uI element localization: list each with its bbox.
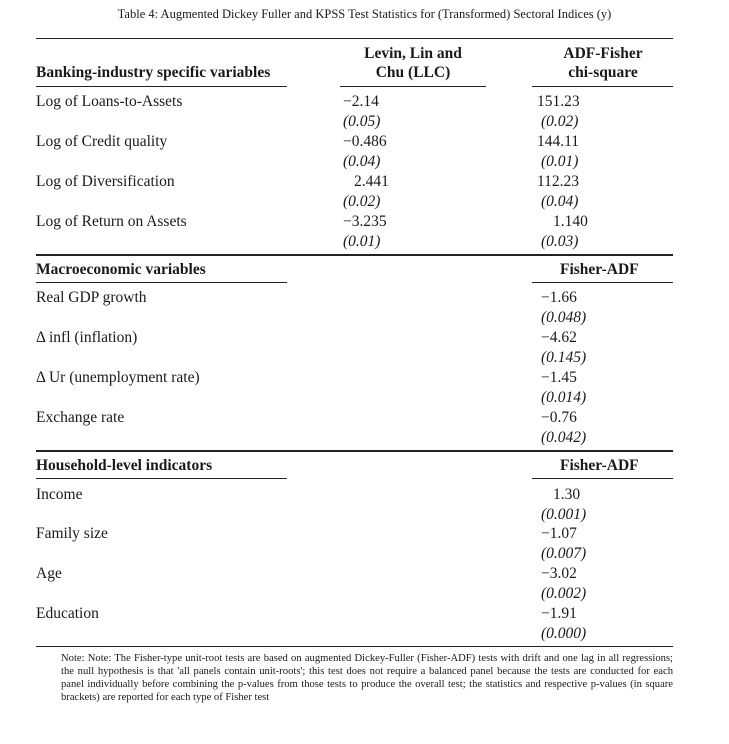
banking-row-name: Log of Return on Assets (36, 213, 187, 230)
macro-section-title: Macroeconomic variables (36, 261, 206, 278)
household-row-name: Family size (36, 525, 108, 542)
banking-row-adf-p: (0.01) (541, 153, 579, 170)
banking-row-adf-p: (0.04) (541, 193, 579, 210)
macro-row-value: −1.45 (541, 369, 577, 386)
table-note: Note: Note: The Fisher-type unit-root tests are based on augmented Dickey-Fuller (Fisher-ADF) tests with drift and one lag in all regressions; the null hypothesis is that 'all panels contain unit-roots'; this test does not require a balanced panel because the tests are conducted for each panel individually before combining the p-values from those tests to produce the overall test; the statistics and respective p-values (in square brackets) are reported for each type of Fisher test (61, 653, 673, 703)
household-row-value: −1.91 (541, 605, 577, 622)
top-rule (36, 38, 673, 39)
household-row-name: Age (36, 565, 62, 582)
banking-row-adf-p: (0.02) (541, 113, 579, 130)
macro-row-p: (0.042) (541, 429, 587, 446)
banking-row-adf: 112.23 (537, 173, 580, 190)
banking-row-name: Log of Loans-to-Assets (36, 93, 183, 110)
header-banking-title: Banking-industry specific variables (36, 64, 271, 81)
household-row-p: (0.002) (541, 585, 587, 602)
macro-row-p: (0.145) (541, 349, 587, 366)
macro-row-value: −1.66 (541, 289, 577, 306)
household-section-title: Household-level indicators (36, 457, 213, 474)
household-row-name: Income (36, 486, 83, 503)
macro-row-name: Δ Ur (unemployment rate) (36, 369, 200, 386)
macro-underline-col0 (36, 282, 287, 283)
macro-row-value: −4.62 (541, 329, 577, 346)
household-row-value: −1.07 (541, 525, 577, 542)
header-adf-line2: chi-square (568, 64, 638, 81)
banking-row-llc-p: (0.01) (343, 233, 381, 250)
banking-row-adf-p: (0.03) (541, 233, 579, 250)
banking-row-adf: 151.23 (537, 93, 580, 110)
header-underline-col1 (340, 86, 486, 87)
macro-row-p: (0.014) (541, 389, 587, 406)
household-row-value: −3.02 (541, 565, 577, 582)
macro-top-rule (36, 254, 673, 256)
macro-row-name: Real GDP growth (36, 289, 147, 306)
banking-row-adf: 144.11 (537, 133, 580, 150)
household-row-p: (0.000) (541, 625, 587, 642)
household-column-label: Fisher-ADF (560, 457, 639, 474)
banking-row-name: Log of Credit quality (36, 133, 168, 150)
household-row-value: 1.30 (553, 486, 581, 503)
table-caption: Table 4: Augmented Dickey Fuller and KPSS Test Statistics for (Transformed) Sectoral Indices (y) (117, 7, 612, 21)
macro-row-name: Δ infl (inflation) (36, 329, 138, 346)
banking-row-llc: 2.441 (354, 173, 389, 190)
header-underline-col2 (532, 86, 673, 87)
household-row-p: (0.001) (541, 506, 587, 523)
banking-row-llc: −0.486 (343, 133, 387, 150)
household-row-name: Education (36, 605, 99, 622)
macro-row-value: −0.76 (541, 409, 577, 426)
household-underline-col2 (532, 478, 673, 479)
header-llc-line2: Chu (LLC) (375, 64, 451, 81)
banking-row-llc: −2.14 (343, 93, 379, 110)
banking-row-name: Log of Diversification (36, 173, 175, 190)
banking-row-adf: 1.140 (553, 213, 588, 230)
macro-row-name: Exchange rate (36, 409, 125, 426)
header-llc-line1: Levin, Lin and (364, 45, 462, 62)
macro-column-label: Fisher-ADF (560, 261, 639, 278)
macro-row-p: (0.048) (541, 309, 587, 326)
macro-underline-col2 (532, 282, 673, 283)
banking-row-llc-p: (0.04) (343, 153, 381, 170)
header-adf-line1: ADF-Fisher (563, 45, 643, 62)
banking-row-llc-p: (0.05) (343, 113, 381, 130)
household-row-p: (0.007) (541, 545, 587, 562)
bottom-rule (36, 646, 673, 647)
household-underline-col0 (36, 478, 287, 479)
header-underline-col0 (36, 86, 287, 87)
banking-row-llc: −3.235 (343, 213, 387, 230)
banking-row-llc-p: (0.02) (343, 193, 381, 210)
household-top-rule (36, 450, 673, 452)
